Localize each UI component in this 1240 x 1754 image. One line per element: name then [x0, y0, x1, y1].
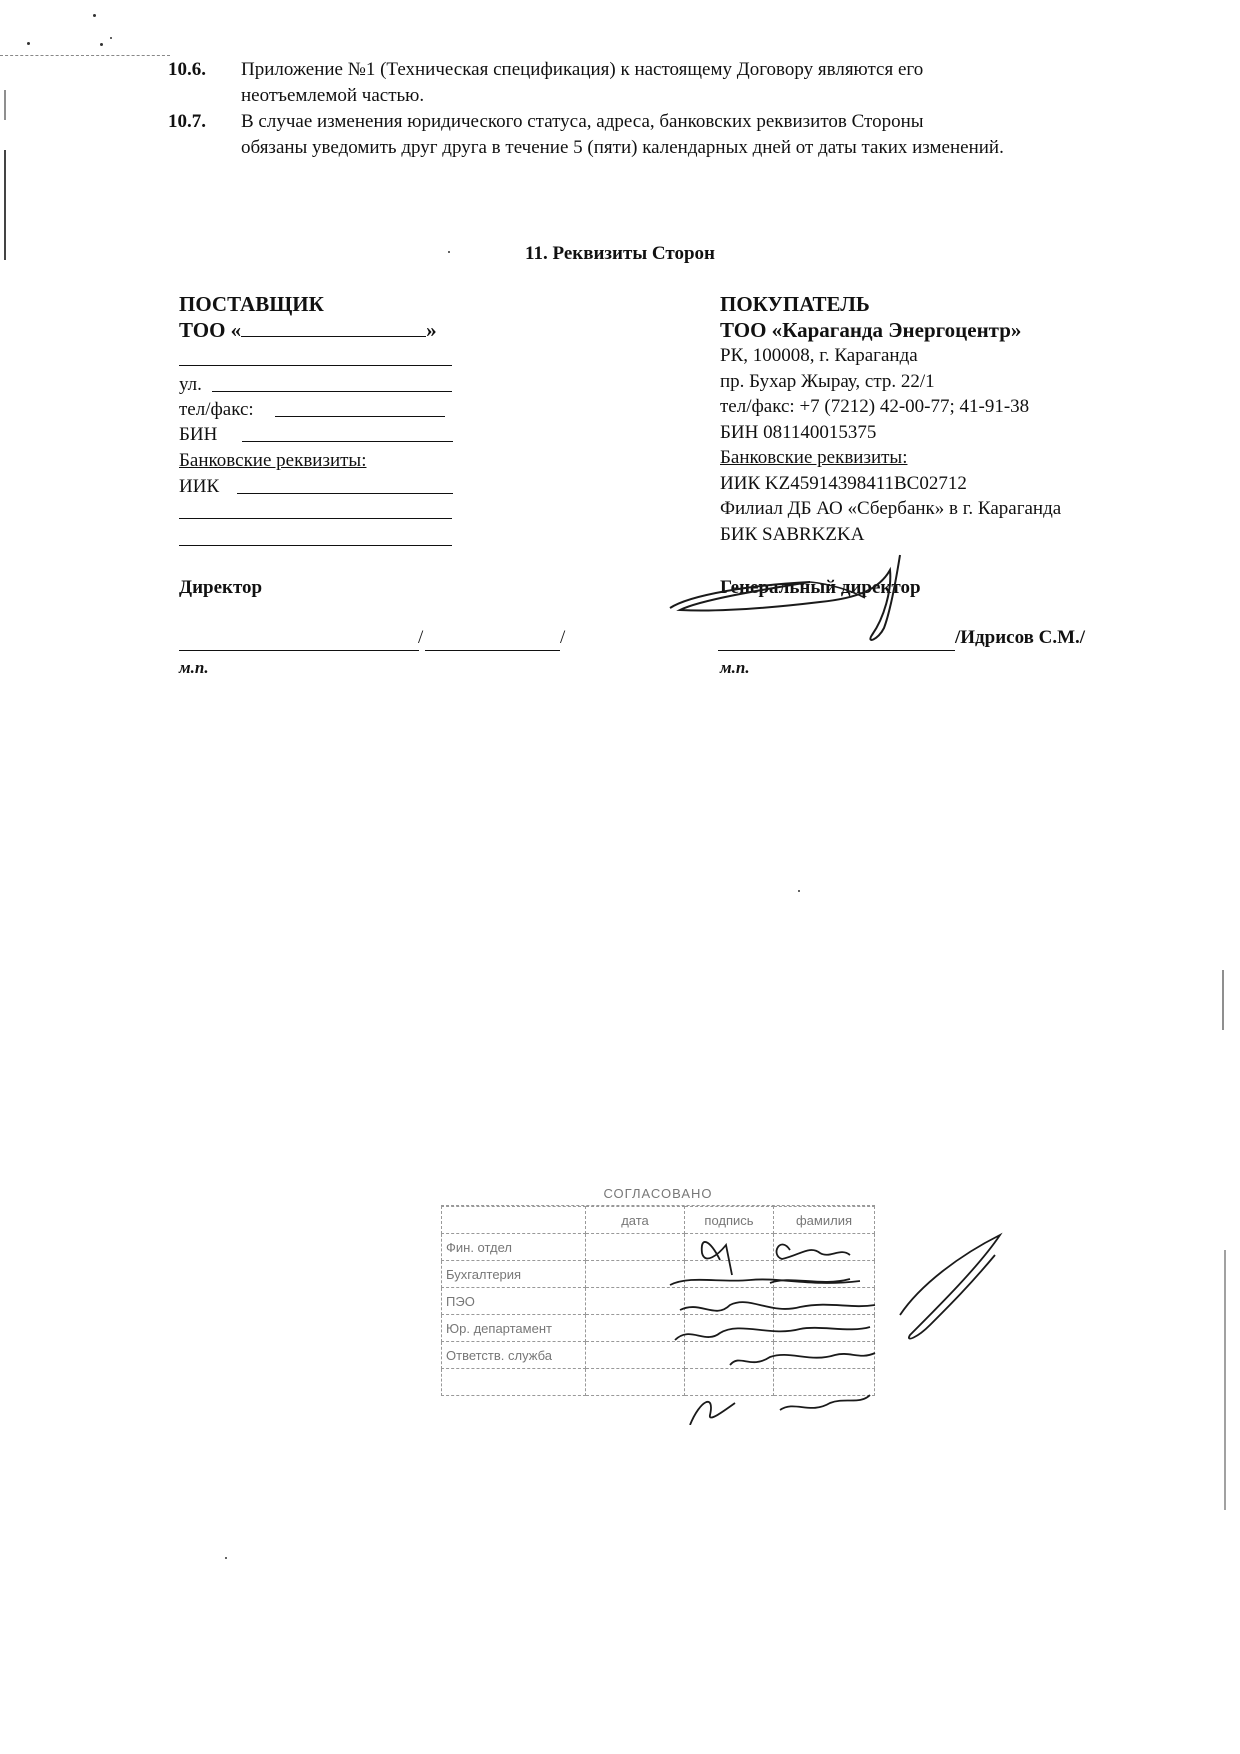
buyer-address-2: пр. Бухар Жырау, стр. 22/1	[720, 370, 935, 392]
supplier-signer-title: Директор	[179, 577, 263, 598]
street-blank[interactable]	[212, 391, 452, 392]
supplier-heading: ПОСТАВЩИК	[179, 292, 324, 316]
supplier-bank-label: Банковские реквизиты:	[179, 450, 367, 471]
clause-text-line1: Приложение №1 (Техническая спецификация) к настоящему Договору являются его	[241, 59, 924, 80]
scan-edge-mark	[4, 90, 6, 120]
buyer-seal-note: м.п.	[720, 658, 750, 677]
phone-blank[interactable]	[275, 416, 445, 417]
phone-label: тел/факс:	[179, 399, 254, 420]
supplier-bin	[179, 422, 459, 448]
stamp-col-header	[442, 1207, 586, 1234]
approval-signatures	[660, 1225, 1040, 1425]
bin-label: БИН	[179, 424, 218, 445]
buyer-signer-title: Генеральный директор	[720, 577, 921, 598]
company-quote-open: ТОО «	[179, 317, 242, 342]
buyer-phone: тел/факс: +7 (7212) 42-00-77; 41-91-38	[720, 396, 1030, 417]
supplier-seal-note: м.п.	[179, 658, 209, 677]
scan-speck	[100, 43, 103, 46]
buyer-signer-name: /Идрисов С.М./	[955, 627, 1086, 648]
buyer-bank-label: Банковские реквизиты:	[720, 447, 908, 468]
scan-edge-mark	[1222, 970, 1224, 1030]
supplier-phone	[179, 397, 459, 423]
stamp-row-label: Ответств. служба	[442, 1342, 586, 1369]
iik-label: ИИК	[179, 476, 220, 497]
company-name-blank[interactable]	[241, 318, 426, 337]
stamp-row-label	[442, 1369, 586, 1396]
buyer-company: ТОО «Караганда Энергоцентр»	[720, 317, 1022, 342]
scan-speck	[225, 1557, 227, 1559]
stamp-col-header: фамилия	[774, 1207, 875, 1234]
stamp-col-header: дата	[586, 1207, 685, 1234]
section-title: 11. Реквизиты Сторон	[525, 243, 715, 264]
supplier-bank-blank-2[interactable]	[179, 545, 452, 546]
buyer-heading: ПОКУПАТЕЛЬ	[720, 292, 870, 316]
street-label: ул.	[179, 374, 202, 395]
buyer-address-1: РК, 100008, г. Караганда	[720, 345, 918, 366]
clause-number: 10.6.	[168, 59, 206, 80]
buyer-bin: БИН 081140015375	[720, 421, 877, 443]
iik-blank[interactable]	[237, 493, 453, 494]
stamp-row-label: Бухгалтерия	[442, 1261, 586, 1288]
company-quote-close: »	[426, 317, 437, 342]
buyer-signature-line[interactable]	[718, 650, 955, 651]
bin-blank[interactable]	[242, 441, 453, 442]
slash: /	[418, 627, 424, 648]
clause-10-7	[168, 109, 1108, 161]
buyer-block	[720, 292, 1160, 547]
scan-speck	[798, 890, 800, 892]
stamp-row-label: Юр. департамент	[442, 1315, 586, 1342]
scan-speck	[27, 42, 30, 45]
supplier-street	[179, 372, 459, 398]
slash: /	[560, 627, 566, 648]
scan-top-edge	[0, 55, 170, 56]
supplier-signature-line[interactable]	[179, 650, 419, 651]
supplier-blank-line[interactable]	[179, 365, 452, 366]
clause-number: 10.7.	[168, 111, 206, 132]
clause-text-rest: обязаны уведомить друг друга в течение 5 (пяти) календарных дней от даты таких изменений.	[241, 137, 1004, 158]
scan-speck	[110, 37, 112, 39]
stamp-row-label: Фин. отдел	[442, 1234, 586, 1261]
director-signature	[660, 540, 960, 650]
supplier-company	[179, 318, 479, 344]
stamp-col-header: подпись	[685, 1207, 774, 1234]
stamp-title: СОГЛАСОВАНО	[441, 1183, 875, 1206]
scan-edge-mark	[1224, 1250, 1226, 1510]
supplier-bank-blank-1[interactable]	[179, 518, 452, 519]
scan-speck	[93, 14, 96, 17]
buyer-bank-name: Филиал ДБ АО «Сбербанк» в г. Караганда	[720, 498, 1062, 519]
supplier-iik	[179, 474, 459, 500]
buyer-iik: ИИК KZ45914398411BC02712	[720, 472, 967, 494]
clause-text-line1: В случае изменения юридического статуса, адреса, банковских реквизитов Стороны	[241, 111, 924, 132]
stamp-row-label: ПЭО	[442, 1288, 586, 1315]
supplier-block	[179, 292, 479, 343]
supplier-name-line[interactable]	[425, 650, 560, 651]
buyer-bik: БИК SABRKZKA	[720, 523, 865, 545]
clause-10-6	[168, 57, 1108, 109]
clause-text-rest: неотъемлемой частью.	[241, 85, 425, 106]
